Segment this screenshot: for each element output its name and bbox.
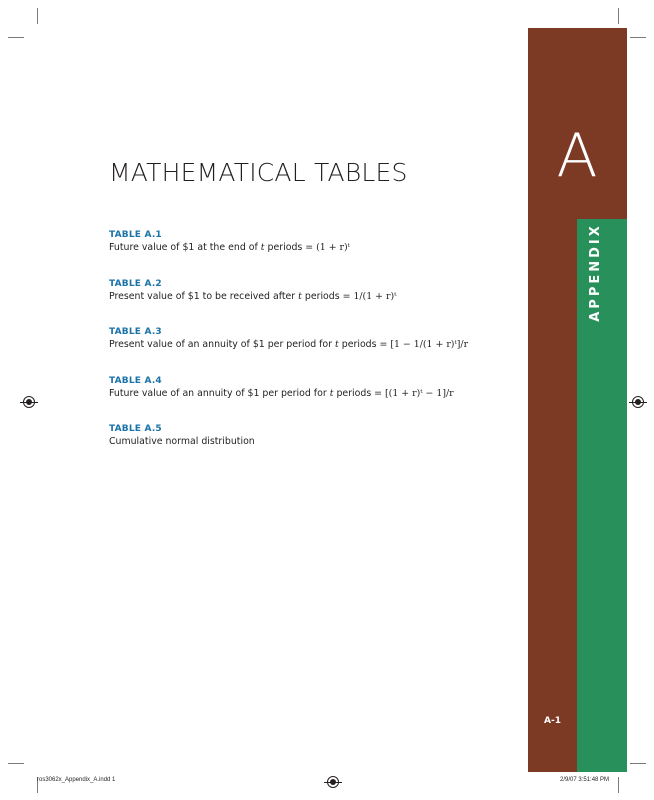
footer-date: 2/9/07 3:51:48 PM: [560, 777, 610, 783]
variable-t: t: [335, 339, 339, 350]
description-text: periods =: [333, 387, 386, 399]
description-text: Present value of $1 to be received after: [109, 290, 299, 302]
table-entry-a4: [109, 375, 519, 424]
table-description: [109, 338, 519, 352]
table-label: TABLE A.2: [109, 278, 162, 289]
variable-t: t: [329, 387, 334, 399]
table-description: [109, 241, 519, 255]
table-label: TABLE A.5: [109, 424, 162, 434]
page-title: MATHEMATICAL TABLES: [109, 158, 408, 187]
table-entry-a5: [109, 423, 519, 472]
appendix-word: APPENDIX: [587, 222, 603, 322]
table-label: TABLE A.1: [109, 230, 162, 240]
formula: [1 − 1/(1 + r)ᵗ]/r: [390, 339, 469, 350]
crop-mark: [618, 8, 619, 24]
crop-mark: [8, 763, 24, 764]
description-text: Cumulative normal distribution: [109, 436, 255, 447]
variable-t: t: [260, 242, 265, 253]
table-list: [109, 229, 519, 472]
table-entry-a2: [109, 278, 519, 327]
formula: 1/(1 + r)ᵗ: [353, 290, 397, 302]
description-text: periods =: [301, 290, 354, 302]
appendix-letter: A: [556, 121, 598, 191]
table-entry-a1: [109, 229, 519, 278]
formula: [(1 + r)ᵗ − 1]/r: [385, 387, 454, 399]
variable-t: t: [298, 290, 302, 302]
registration-mark-icon: [327, 776, 339, 788]
appendix-word-wrapper: [581, 224, 609, 320]
page-number: A-1: [544, 716, 561, 726]
table-label: TABLE A.4: [109, 375, 162, 386]
description-text: periods =: [338, 339, 391, 350]
crop-mark: [8, 37, 24, 38]
table-description: [109, 435, 519, 449]
crop-mark: [630, 37, 646, 38]
table-description: [109, 387, 519, 401]
description-text: Future value of an annuity of $1 per period for: [109, 387, 330, 399]
formula: (1 + r)ᵗ: [316, 242, 350, 253]
description-text: periods =: [264, 242, 317, 253]
table-description: [109, 290, 519, 304]
table-label: TABLE A.3: [109, 327, 162, 337]
crop-mark: [630, 763, 646, 764]
crop-mark: [37, 8, 38, 24]
registration-mark-icon: [23, 396, 35, 408]
footer-file-name: ros3062x_Appendix_A.indd 1: [37, 777, 116, 783]
table-entry-a3: [109, 326, 519, 375]
registration-mark-icon: [632, 396, 644, 408]
description-text: Future value of $1 at the end of: [109, 242, 261, 253]
crop-mark: [618, 777, 619, 793]
description-text: Present value of an annuity of $1 per period for: [109, 339, 335, 350]
